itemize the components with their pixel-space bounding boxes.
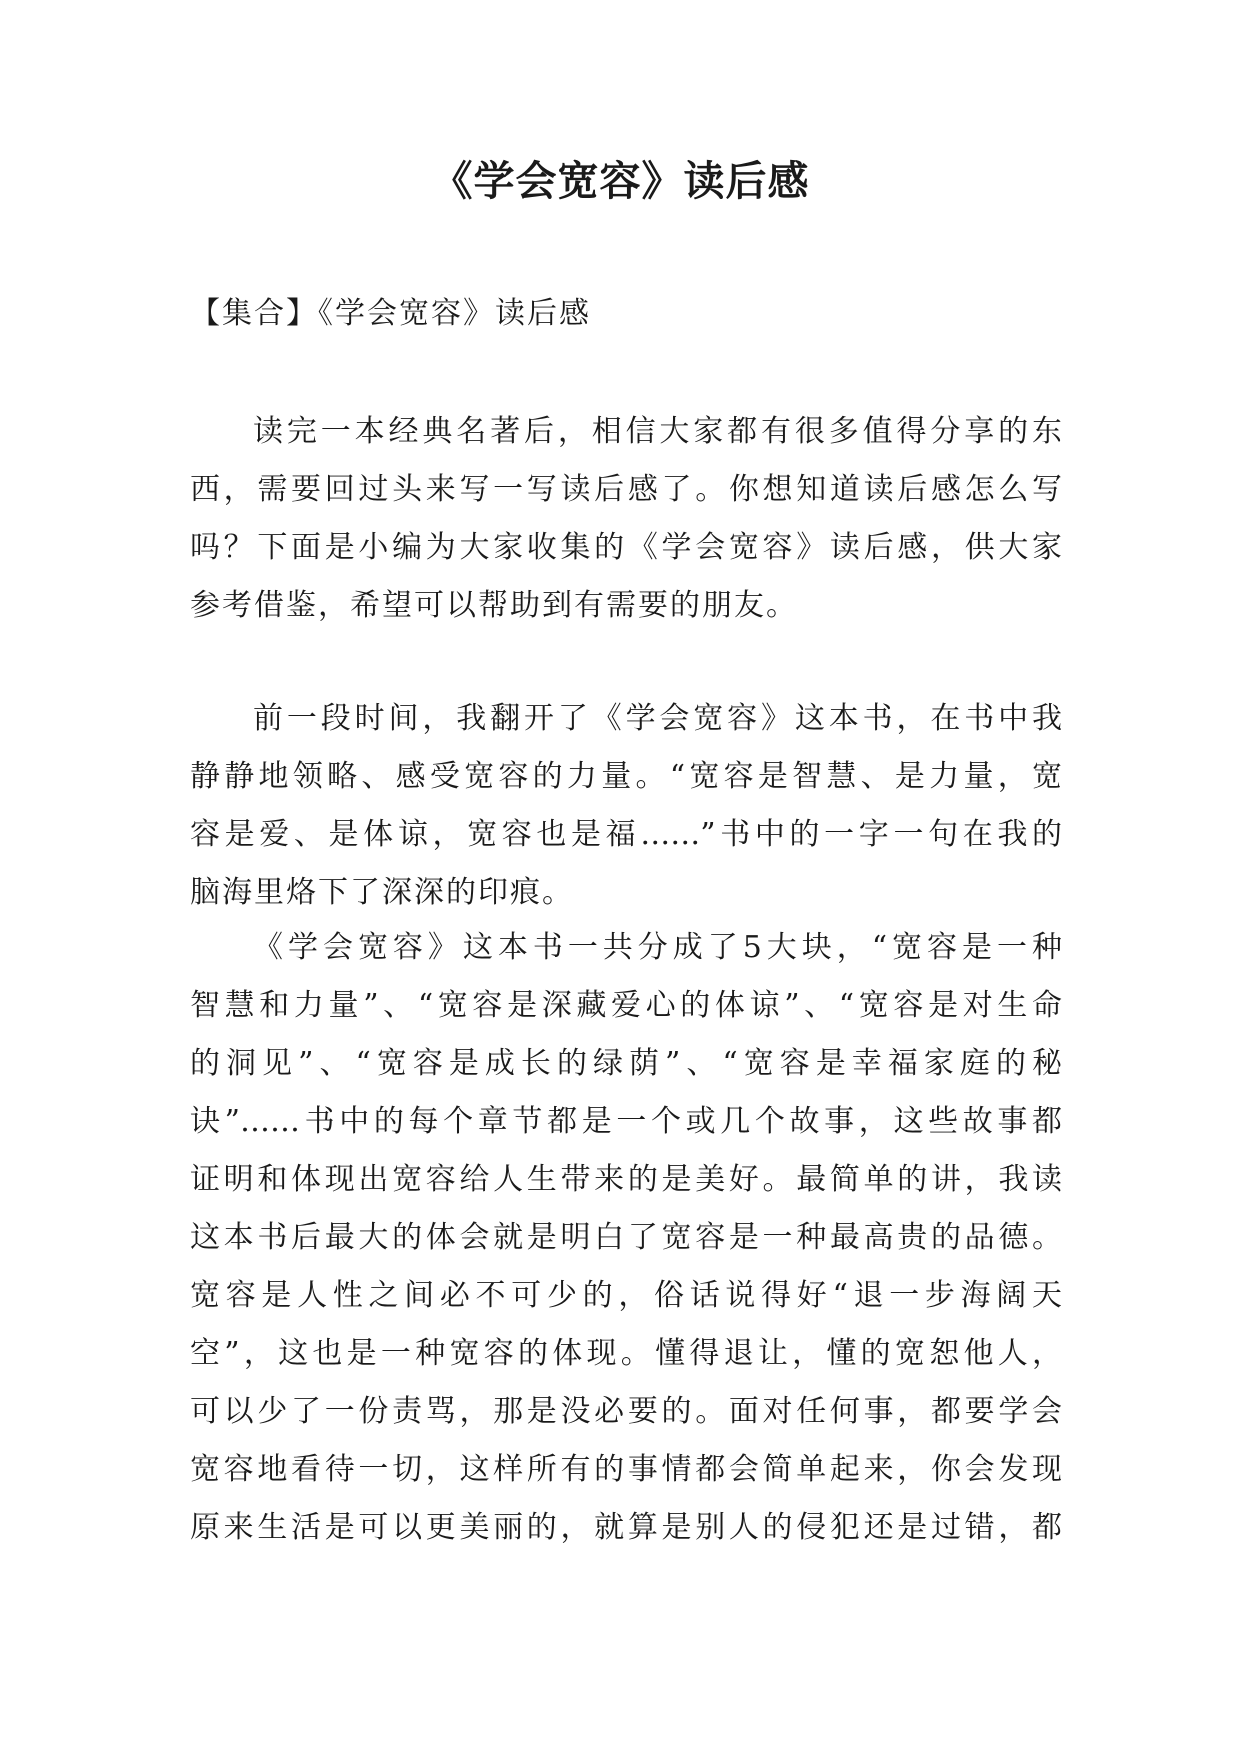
paragraph-line: 证明和体现出宽容给人生带来的是美好。最简单的讲，我读 (190, 1162, 1062, 1197)
paragraph-line: 诀”……书中的每个章节都是一个或几个故事，这些故事都 (190, 1104, 1062, 1139)
paragraph-line: 参考借鉴，希望可以帮助到有需要的朋友。 (190, 588, 798, 623)
paragraph-line: 脑海里烙下了深深的印痕。 (190, 875, 574, 910)
paragraph-intro (190, 403, 1062, 635)
paragraph-line: 空”，这也是一种宽容的体现。懂得退让，懂的宽恕他人， (190, 1336, 1062, 1371)
paragraph-line: 读完一本经典名著后，相信大家都有很多值得分享的东 (253, 414, 1062, 449)
paragraph-line: 容是爱、是体谅，宽容也是福……”书中的一字一句在我的 (190, 817, 1062, 852)
paragraph-line: 可以少了一份责骂，那是没必要的。面对任何事，都要学会 (190, 1394, 1062, 1429)
paragraph-line: 吗？下面是小编为大家收集的《学会宽容》读后感，供大家 (190, 530, 1062, 565)
paragraph-line: 前一段时间，我翻开了《学会宽容》这本书，在书中我 (253, 701, 1062, 736)
paragraph-line: 原来生活是可以更美丽的，就算是别人的侵犯还是过错，都 (190, 1510, 1062, 1545)
paragraph-line: 智慧和力量”、“宽容是深藏爱心的体谅”、“宽容是对生命 (190, 988, 1062, 1023)
paragraph-line: 宽容是人性之间必不可少的，俗话说得好“退一步海阔天 (190, 1278, 1062, 1313)
document-title: 《学会宽容》读后感 (431, 157, 810, 205)
paragraph-line: 的洞见”、“宽容是成长的绿荫”、“宽容是幸福家庭的秘 (190, 1046, 1062, 1081)
paragraph-line: 静静地领略、感受宽容的力量。“宽容是智慧、是力量，宽 (190, 759, 1062, 794)
paragraph-line: 这本书后最大的体会就是明白了宽容是一种最高贵的品德。 (190, 1220, 1062, 1255)
paragraph-content (190, 919, 1062, 1557)
paragraph-reading (190, 690, 1062, 922)
document-subtitle: 【集合】《学会宽容》读后感 (190, 296, 591, 331)
paragraph-line: 西，需要回过头来写一写读后感了。你想知道读后感怎么写 (190, 472, 1062, 507)
paragraph-line: 《学会宽容》这本书一共分成了5大块，“宽容是一种 (253, 930, 1062, 965)
paragraph-line: 宽容地看待一切，这样所有的事情都会简单起来，你会发现 (190, 1452, 1062, 1487)
